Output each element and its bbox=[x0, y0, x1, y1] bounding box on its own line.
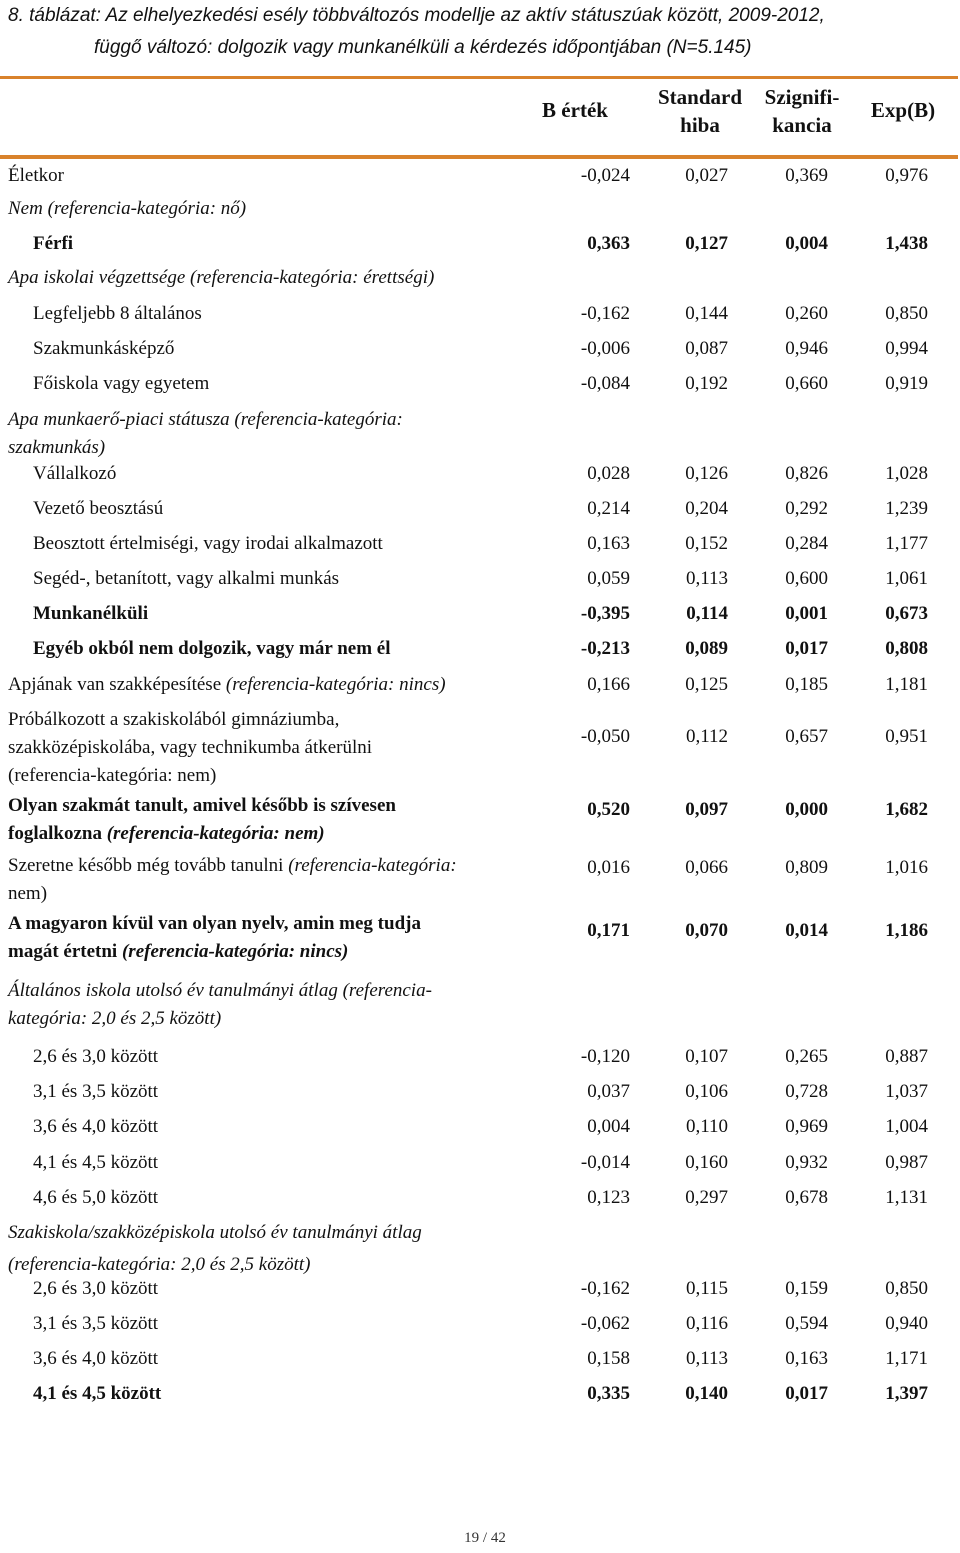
b-value: 0,520 bbox=[587, 799, 630, 820]
b-value: -0,395 bbox=[580, 603, 630, 624]
table-caption bbox=[8, 0, 958, 64]
group-label: (referencia-kategória: 2,0 és 2,5 között) bbox=[8, 1254, 311, 1275]
row-label: Segéd-, betanított, vagy alkalmi munkás bbox=[33, 568, 340, 589]
row-label: 4,6 és 5,0 között bbox=[33, 1187, 159, 1208]
group-label: szakmunkás) bbox=[8, 437, 106, 458]
b-value: -0,162 bbox=[580, 1278, 630, 1299]
std-error: 0,152 bbox=[685, 533, 728, 554]
significance: 0,159 bbox=[785, 1278, 828, 1299]
std-error: 0,116 bbox=[685, 1313, 728, 1334]
std-error: 0,125 bbox=[685, 674, 728, 695]
std-error: 0,106 bbox=[685, 1081, 728, 1102]
std-error: 0,114 bbox=[686, 603, 728, 624]
exp-b: 1,028 bbox=[885, 463, 928, 484]
b-value: 0,166 bbox=[587, 674, 630, 695]
std-error: 0,113 bbox=[685, 568, 728, 589]
exp-b: 1,171 bbox=[885, 1348, 928, 1369]
significance: 0,014 bbox=[785, 920, 828, 941]
row-label: Beosztott értelmiségi, vagy irodai alkalmazott bbox=[33, 533, 383, 554]
b-value: 0,037 bbox=[587, 1081, 630, 1102]
group-label: Apa iskolai végzettsége (referencia-kategória: érettségi) bbox=[8, 267, 435, 288]
header-top-rule bbox=[0, 76, 958, 79]
b-value: 0,028 bbox=[587, 463, 630, 484]
std-error: 0,066 bbox=[685, 857, 728, 878]
header-exp-b: Exp(B) bbox=[870, 98, 936, 122]
exp-b: 1,239 bbox=[885, 498, 928, 519]
std-error: 0,192 bbox=[685, 373, 728, 394]
header-standard-error: Standard hiba bbox=[657, 85, 743, 137]
b-value: -0,162 bbox=[580, 303, 630, 324]
significance: 0,594 bbox=[785, 1313, 828, 1334]
std-error: 0,297 bbox=[685, 1187, 728, 1208]
significance: 0,163 bbox=[785, 1348, 828, 1369]
std-error: 0,204 bbox=[685, 498, 728, 519]
row-label bbox=[8, 938, 348, 966]
b-value: -0,014 bbox=[580, 1152, 630, 1173]
b-value: -0,024 bbox=[580, 165, 630, 186]
row-label: 3,1 és 3,5 között bbox=[33, 1313, 159, 1334]
std-error: 0,089 bbox=[685, 638, 728, 659]
row-label: Vezető beosztású bbox=[33, 498, 164, 519]
b-value: 0,214 bbox=[587, 498, 630, 519]
row-label-text: Apjának van szakképesítése bbox=[8, 674, 222, 695]
std-error: 0,113 bbox=[685, 1348, 728, 1369]
exp-b: 0,951 bbox=[885, 726, 928, 747]
exp-b: 0,976 bbox=[885, 165, 928, 186]
exp-b: 1,037 bbox=[885, 1081, 928, 1102]
exp-b: 0,850 bbox=[885, 1278, 928, 1299]
row-label bbox=[8, 852, 457, 880]
significance: 0,946 bbox=[785, 338, 828, 359]
row-label: Vállalkozó bbox=[33, 463, 117, 484]
reference-note: (referencia-kategória: nincs) bbox=[121, 941, 349, 962]
significance: 0,809 bbox=[785, 857, 828, 878]
b-value: -0,006 bbox=[580, 338, 630, 359]
exp-b: 1,177 bbox=[885, 533, 928, 554]
row-label bbox=[8, 671, 446, 699]
exp-b: 0,673 bbox=[885, 603, 928, 624]
std-error: 0,027 bbox=[685, 165, 728, 186]
std-error: 0,107 bbox=[685, 1046, 728, 1067]
b-value: 0,016 bbox=[587, 857, 630, 878]
row-label: Egyéb okból nem dolgozik, vagy már nem él bbox=[33, 638, 391, 659]
significance: 0,600 bbox=[785, 568, 828, 589]
row-label-text: Szeretne később még tovább tanulni bbox=[8, 855, 284, 876]
row-label: 3,1 és 3,5 között bbox=[33, 1081, 159, 1102]
exp-b: 1,682 bbox=[885, 799, 928, 820]
exp-b: 0,994 bbox=[885, 338, 928, 359]
row-label: Életkor bbox=[8, 165, 64, 186]
row-label: Férfi bbox=[33, 233, 74, 254]
b-value: -0,213 bbox=[580, 638, 630, 659]
b-value: -0,050 bbox=[580, 726, 630, 747]
b-value: -0,062 bbox=[580, 1313, 630, 1334]
row-label: 4,1 és 4,5 között bbox=[33, 1152, 159, 1173]
std-error: 0,160 bbox=[685, 1152, 728, 1173]
header-significance: Szignifi- kancia bbox=[764, 85, 840, 137]
caption-line-1: 8. táblázat: Az elhelyezkedési esély többváltozós modellje az aktív státuszúak között, 2009-2012, bbox=[8, 5, 825, 26]
significance: 0,292 bbox=[785, 498, 828, 519]
significance: 0,969 bbox=[785, 1116, 828, 1137]
b-value: 0,335 bbox=[587, 1383, 630, 1404]
reference-note: (referencia-kategória: nem) bbox=[106, 823, 325, 844]
exp-b: 0,919 bbox=[885, 373, 928, 394]
std-error: 0,070 bbox=[685, 920, 728, 941]
row-label: 3,6 és 4,0 között bbox=[33, 1116, 159, 1137]
b-value: 0,363 bbox=[587, 233, 630, 254]
b-value: -0,084 bbox=[580, 373, 630, 394]
significance: 0,001 bbox=[785, 603, 828, 624]
group-label: Nem (referencia-kategória: nő) bbox=[8, 198, 247, 219]
row-label: nem) bbox=[8, 883, 48, 904]
group-label: Általános iskola utolsó év tanulmányi átlag (referencia- bbox=[8, 980, 432, 1001]
significance: 0,728 bbox=[785, 1081, 828, 1102]
row-label: 4,1 és 4,5 között bbox=[33, 1383, 162, 1404]
row-label: Főiskola vagy egyetem bbox=[33, 373, 210, 394]
exp-b: 0,887 bbox=[885, 1046, 928, 1067]
std-error: 0,112 bbox=[685, 726, 728, 747]
group-label: Apa munkaerő-piaci státusza (referencia-kategória: bbox=[8, 409, 403, 430]
b-value: 0,163 bbox=[587, 533, 630, 554]
row-label-text: magát értetni bbox=[8, 941, 118, 962]
std-error: 0,140 bbox=[685, 1383, 728, 1404]
significance: 0,000 bbox=[785, 799, 828, 820]
header-bottom-rule bbox=[0, 155, 958, 159]
exp-b: 0,987 bbox=[885, 1152, 928, 1173]
significance: 0,369 bbox=[785, 165, 828, 186]
b-value: 0,059 bbox=[587, 568, 630, 589]
significance: 0,284 bbox=[785, 533, 828, 554]
row-label: Szakmunkásképző bbox=[33, 338, 175, 359]
significance: 0,017 bbox=[785, 1383, 828, 1404]
row-label: szakközépiskolába, vagy technikumba átkerülni bbox=[8, 737, 373, 758]
significance: 0,660 bbox=[785, 373, 828, 394]
page-number: 19 / 42 bbox=[464, 1530, 506, 1546]
std-error: 0,110 bbox=[685, 1116, 728, 1137]
exp-b: 0,808 bbox=[885, 638, 928, 659]
exp-b: 1,131 bbox=[885, 1187, 928, 1208]
row-label: Olyan szakmát tanult, amivel később is szívesen bbox=[8, 795, 396, 816]
significance: 0,185 bbox=[785, 674, 828, 695]
exp-b: 1,186 bbox=[885, 920, 928, 941]
exp-b: 0,850 bbox=[885, 303, 928, 324]
significance: 0,826 bbox=[785, 463, 828, 484]
row-label: 3,6 és 4,0 között bbox=[33, 1348, 159, 1369]
std-error: 0,144 bbox=[685, 303, 728, 324]
std-error: 0,127 bbox=[685, 233, 728, 254]
std-error: 0,126 bbox=[685, 463, 728, 484]
exp-b: 1,397 bbox=[885, 1383, 928, 1404]
caption-line-2: függő változó: dolgozik vagy munkanélküli a kérdezés időpontjában (N=5.145) bbox=[94, 37, 752, 58]
b-value: -0,120 bbox=[580, 1046, 630, 1067]
reference-note: (referencia-kategória: nincs) bbox=[225, 674, 446, 695]
std-error: 0,115 bbox=[685, 1278, 728, 1299]
row-label: Legfeljebb 8 általános bbox=[33, 303, 202, 324]
significance: 0,260 bbox=[785, 303, 828, 324]
group-label: Szakiskola/szakközépiskola utolsó év tanulmányi átlag bbox=[8, 1222, 422, 1243]
exp-b: 1,061 bbox=[885, 568, 928, 589]
significance: 0,678 bbox=[785, 1187, 828, 1208]
exp-b: 1,016 bbox=[885, 857, 928, 878]
exp-b: 1,004 bbox=[885, 1116, 928, 1137]
group-label: kategória: 2,0 és 2,5 között) bbox=[8, 1008, 222, 1029]
b-value: 0,004 bbox=[587, 1116, 630, 1137]
significance: 0,004 bbox=[785, 233, 828, 254]
row-label: (referencia-kategória: nem) bbox=[8, 765, 217, 786]
std-error: 0,097 bbox=[685, 799, 728, 820]
exp-b: 0,940 bbox=[885, 1313, 928, 1334]
b-value: 0,171 bbox=[587, 920, 630, 941]
std-error: 0,087 bbox=[685, 338, 728, 359]
row-label: A magyaron kívül van olyan nyelv, amin meg tudja bbox=[8, 913, 421, 934]
b-value: 0,158 bbox=[587, 1348, 630, 1369]
reference-note: (referencia-kategória: bbox=[288, 855, 457, 876]
significance: 0,657 bbox=[785, 726, 828, 747]
row-label bbox=[8, 820, 325, 848]
header-b-value: B érték bbox=[542, 98, 608, 122]
exp-b: 1,438 bbox=[885, 233, 928, 254]
row-label-text: foglalkozna bbox=[8, 823, 102, 844]
row-label: Próbálkozott a szakiskolából gimnáziumba, bbox=[8, 709, 340, 730]
significance: 0,017 bbox=[785, 638, 828, 659]
significance: 0,265 bbox=[785, 1046, 828, 1067]
significance: 0,932 bbox=[785, 1152, 828, 1173]
row-label: 2,6 és 3,0 között bbox=[33, 1278, 159, 1299]
b-value: 0,123 bbox=[587, 1187, 630, 1208]
exp-b: 1,181 bbox=[885, 674, 928, 695]
row-label: 2,6 és 3,0 között bbox=[33, 1046, 159, 1067]
row-label: Munkanélküli bbox=[33, 603, 149, 624]
